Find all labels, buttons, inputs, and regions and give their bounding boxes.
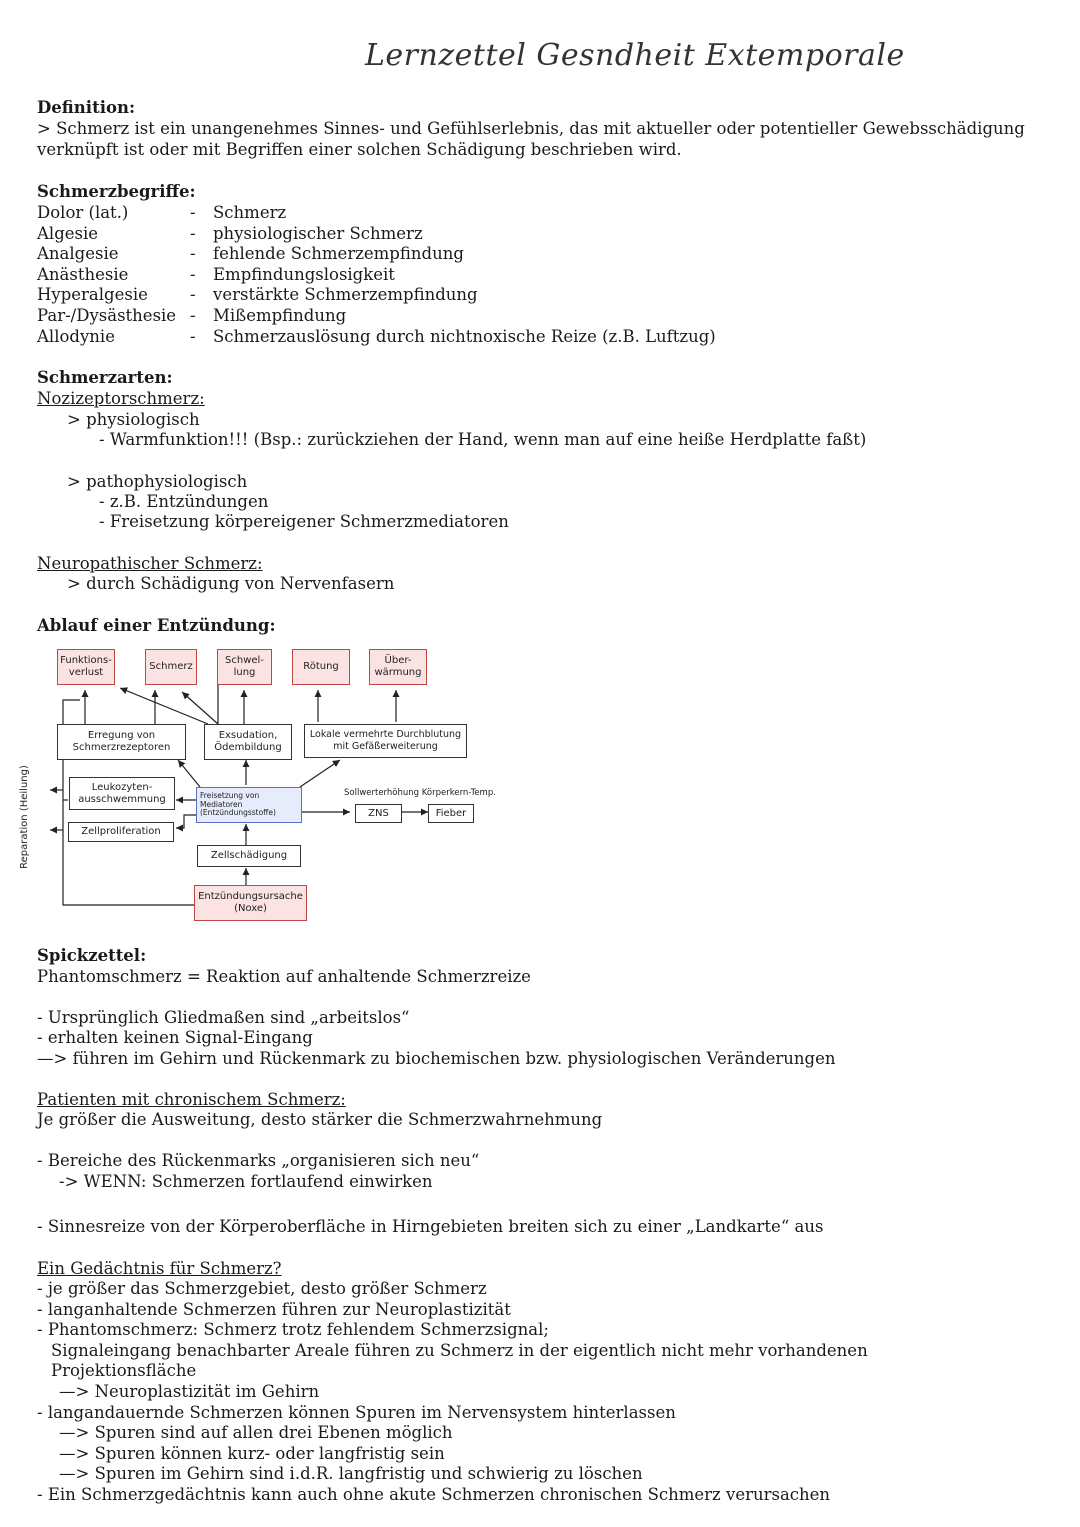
definition-line: verknüpft ist oder mit Begriffen einer solchen Schädigung beschrieben wird. <box>37 140 682 159</box>
list-item: > durch Schädigung von Nervenfasern <box>67 574 395 593</box>
box-schmerz <box>145 649 197 685</box>
box-label: Fieber <box>435 807 467 819</box>
term-meaning: Schmerz <box>213 203 287 222</box>
box-leukozyten <box>69 777 175 810</box>
box-label: Lokale vermehrte Durchblutung <box>309 729 462 740</box>
definition-line: > Schmerz ist ein unangenehmes Sinnes- und Gefühlserlebnis, das mit aktueller oder potentieller Gewebsschädigung <box>37 119 1025 138</box>
list-item: > physiologisch <box>67 410 200 429</box>
box-label: ausschwemmung <box>78 793 166 805</box>
ablauf-heading: Ablauf einer Entzündung: <box>37 616 276 635</box>
box-erregung <box>57 724 186 760</box>
gedaechtnis-heading: Ein Gedächtnis für Schmerz? <box>37 1259 282 1278</box>
list-item: - Ein Schmerzgedächtnis kann auch ohne akute Schmerzen chronischen Schmerz verursachen <box>37 1485 831 1504</box>
term-dash: - <box>190 306 196 325</box>
reparation-label: Reparation (Heilung) <box>18 765 30 869</box>
list-item: > pathophysiologisch <box>67 472 248 491</box>
list-item: - Freisetzung körpereigener Schmerzmediatoren <box>99 512 509 531</box>
list-item: Je größer die Ausweitung, desto stärker die Schmerzwahrnehmung <box>37 1110 603 1129</box>
box-label: Entzündungsursache <box>198 891 303 902</box>
box-durchblutung <box>304 724 467 758</box>
box-freisetzung <box>196 787 302 823</box>
box-label: wärmung <box>374 667 422 678</box>
term-dash: - <box>190 264 196 284</box>
box-entzuendungsursache <box>194 885 307 921</box>
box-label: Schwel- <box>225 655 264 666</box>
box-label: Schmerzrezeptoren <box>72 742 171 753</box>
term-meaning: fehlende Schmerzempfindung <box>213 244 464 264</box>
schmerzbegriffe-heading: Schmerzbegriffe: <box>37 182 196 201</box>
term-name: Par-/Dysästhesie <box>37 306 177 325</box>
term-dash: - <box>190 203 196 222</box>
term-meaning: Schmerzauslösung durch nichtnoxische Reize (z.B. Luftzug) <box>213 326 716 346</box>
box-label: Über- <box>384 655 412 666</box>
list-item: - erhalten keinen Signal-Eingang <box>37 1028 313 1047</box>
box-label: Ödembildung <box>214 742 282 753</box>
list-item: Phantomschmerz = Reaktion auf anhaltende Schmerzreize <box>37 967 531 986</box>
list-item: —> Spuren können kurz- oder langfristig sein <box>59 1444 445 1463</box>
term-name: Algesie <box>37 223 99 243</box>
box-label: Freisetzung von <box>200 791 260 801</box>
list-item: - Phantomschmerz: Schmerz trotz fehlendem Schmerzsignal; <box>37 1320 549 1339</box>
chronisch-heading: Patienten mit chronischem Schmerz: <box>37 1090 346 1109</box>
list-item: —> führen im Gehirn und Rückenmark zu biochemischen bzw. physiologischen Veränderungen <box>37 1049 836 1068</box>
spickzettel-heading: Spickzettel: <box>37 946 147 965</box>
box-fieber <box>428 804 474 823</box>
list-item: -> WENN: Schmerzen fortlaufend einwirken <box>59 1172 433 1191</box>
list-item: - langanhaltende Schmerzen führen zur Neuroplastizität <box>37 1300 511 1319</box>
term-name: Anästhesie <box>37 264 129 284</box>
box-label: (Noxe) <box>234 903 267 914</box>
list-item: Projektionsfläche <box>51 1361 197 1380</box>
term-name: Dolor (lat.) <box>37 203 129 222</box>
box-label: Exsudation, <box>218 730 278 741</box>
box-zellproliferation <box>68 822 174 842</box>
list-item: - Ursprünglich Gliedmaßen sind „arbeitslos“ <box>37 1008 410 1027</box>
sollwert-label: Sollwerterhöhung Körperkern-Temp. <box>344 788 496 798</box>
box-label: lung <box>233 667 256 678</box>
box-label: Zellproliferation <box>81 826 161 837</box>
box-label: Funktions- <box>60 655 112 666</box>
box-schwellung <box>217 649 272 685</box>
box-exsudation <box>204 724 292 760</box>
box-label: Erregung von <box>87 730 156 741</box>
nozizeptor-heading: Nozizeptorschmerz: <box>37 389 205 408</box>
term-dash: - <box>190 326 196 346</box>
box-zns <box>355 804 402 823</box>
neuropathisch-heading: Neuropathischer Schmerz: <box>37 554 263 573</box>
box-label: Leukozyten- <box>91 781 153 793</box>
box-funktionsverlust <box>57 649 115 685</box>
term-name: Analgesie <box>37 244 119 264</box>
term-dash: - <box>190 285 196 305</box>
list-item: - z.B. Entzündungen <box>99 492 269 511</box>
definition-heading: Definition: <box>37 98 136 117</box>
list-item: —> Spuren im Gehirn sind i.d.R. langfristig und schwierig zu löschen <box>59 1464 643 1483</box>
list-item: —> Spuren sind auf allen drei Ebenen möglich <box>59 1423 453 1442</box>
box-zellschaedigung <box>197 845 301 867</box>
term-name: Allodynie <box>37 326 115 346</box>
box-label: Mediatoren <box>200 799 243 809</box>
term-meaning: verstärkte Schmerzempfindung <box>213 285 478 305</box>
term-dash: - <box>190 223 196 243</box>
box-label: ZNS <box>368 807 389 819</box>
schmerzarten-heading: Schmerzarten: <box>37 368 173 387</box>
box-label: (Entzündungsstoffe) <box>200 808 276 818</box>
list-item: - je größer das Schmerzgebiet, desto größer Schmerz <box>37 1279 487 1298</box>
box-roetung <box>292 649 350 685</box>
box-label: Schmerz <box>149 661 193 672</box>
box-label: mit Gefäßerweiterung <box>333 741 438 752</box>
box-ueberwaermung <box>369 649 427 685</box>
box-label: verlust <box>68 667 104 678</box>
term-meaning: Empfindungslosigkeit <box>213 264 395 284</box>
list-item: - langandauernde Schmerzen können Spuren im Nervensystem hinterlassen <box>37 1403 676 1422</box>
term-meaning: Mißempfindung <box>213 306 347 325</box>
term-dash: - <box>190 244 196 264</box>
list-item: - Sinnesreize von der Körperoberfläche in Hirngebieten breiten sich zu einer „Landkarte“ aus <box>37 1217 824 1236</box>
list-item: Signaleingang benachbarter Areale führen zu Schmerz in der eigentlich nicht mehr vorhandenen <box>51 1341 868 1360</box>
term-name: Hyperalgesie <box>37 285 148 305</box>
list-item: - Warmfunktion!!! (Bsp.: zurückziehen der Hand, wenn man auf eine heiße Herdplatte faßt) <box>99 430 867 449</box>
box-label: Rötung <box>303 661 339 672</box>
term-meaning: physiologischer Schmerz <box>213 223 423 243</box>
list-item: - Bereiche des Rückenmarks „organisieren sich neu“ <box>37 1151 480 1170</box>
page-title: Lernzettel Gesndheit Extemporale <box>365 38 905 73</box>
box-label: Zellschädigung <box>210 850 288 861</box>
list-item: —> Neuroplastizität im Gehirn <box>59 1382 320 1401</box>
